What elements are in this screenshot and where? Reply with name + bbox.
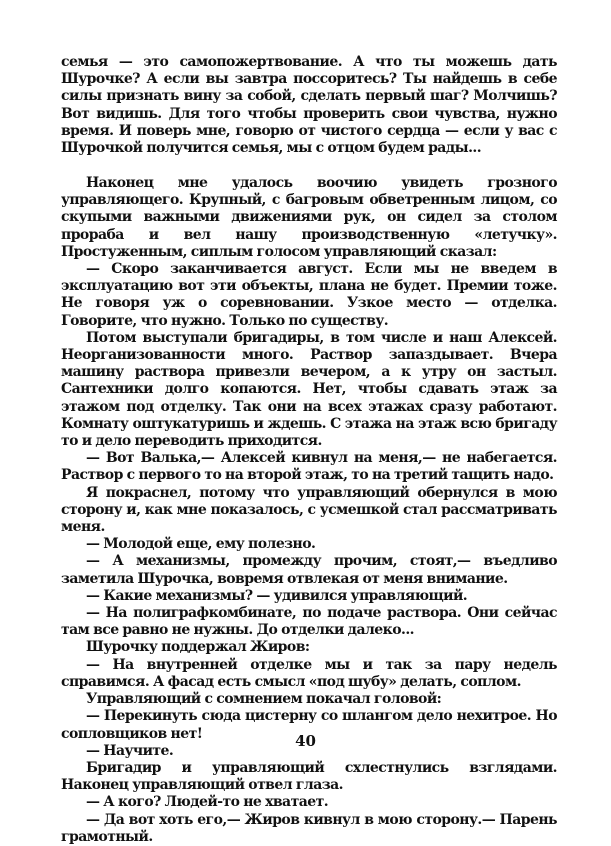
paragraph: — Да вот хоть его,— Жиров кивнул в мою сторону.— Парень грамотный. <box>61 811 557 845</box>
paragraph: семья — это самопожертвование. А что ты можешь дать Шурочке? А если вы завтра поссоритесь? Ты найдешь в себе силы признать вину за собой, сделать первый шаг? Молчишь? Вот видишь. Для того чтобы проверить свои чувства, нужно время. И поверь мне, говорю от чистого сердца — если у вас с Шурочкой получится семья, мы с отцом будем рады... <box>61 54 557 157</box>
paragraph: — На внутренней отделке мы и так за пару недель справимся. А фасад есть смысл «под шубу» делать, соплом. <box>61 656 557 690</box>
paragraph: — Перекинуть сюда цистерну со шлангом дело нехитрое. Но сопловщиков нет! <box>61 708 557 742</box>
paragraph: — Скоро заканчивается август. Если мы не введем в эксплуатацию вот эти объекты, плана не будет. Премии тоже. Не говоря уж о соревновании. Узкое место — отделка. Говорите, что нужно. Только по существу. <box>61 261 557 329</box>
paragraph: Бригадир и управляющий схлестнулись взглядами. Наконец управляющий отвел глаза. <box>61 759 557 794</box>
paragraph: — Молодой еще, ему полезно. <box>86 536 316 553</box>
paragraph: — Какие механизмы? — удивился управляющий. <box>86 587 468 604</box>
paragraph: Управляющий с сомнением покачал головой: <box>86 691 442 708</box>
paragraph: — А кого? Людей-то не хватает. <box>86 794 329 811</box>
paragraph: — А механизмы, промежду прочим, стоят,— въедливо заметила Шурочка, вовремя отвлекая от меня внимание. <box>61 553 557 587</box>
paragraph: — Вот Валька,— Алексей кивнул на меня,— не набегается. Раствор с первого то на второй этаж, то на третий тащить надо. <box>61 450 557 484</box>
paragraph: Наконец мне удалось воочию увидеть грозного управляющего. Крупный, с багровым обветренным лицом, со скупыми важными движениями рук, он сидел за столом прораба и вел нашу производственную «летучку». Простуженным, сиплым голосом управляющий сказал: <box>61 175 557 260</box>
top-text-block <box>61 54 557 157</box>
page-number: 40 <box>295 732 316 750</box>
paragraph: Я покраснел, потому что управляющий обернулся в мою сторону и, как мне показалось, с усмешкой стал рассматривать меня. <box>61 484 557 536</box>
paragraph: — Научите. <box>86 742 174 759</box>
paragraph: Потом выступали бригадиры, в том числе и наш Алексей. Неорганизованности много. Раствор запаздывает. Вчера машину раствора привезли вечером, а к утру он застыл. Сантехники долго копаются. Нет, чтобы сдавать этаж за этажом под отделку. Так они на всех этажах сразу работают. Комнату оштукатуришь и ждешь. С этажа на этаж всю бригаду то и дело переводить приходится. <box>61 329 557 450</box>
paragraph: — На полиграфкомбинате, по подаче раствора. Они сейчас там все равно не нужны. До отделки далеко... <box>61 605 557 639</box>
paragraph: Шурочку поддержал Жиров: <box>86 639 310 656</box>
